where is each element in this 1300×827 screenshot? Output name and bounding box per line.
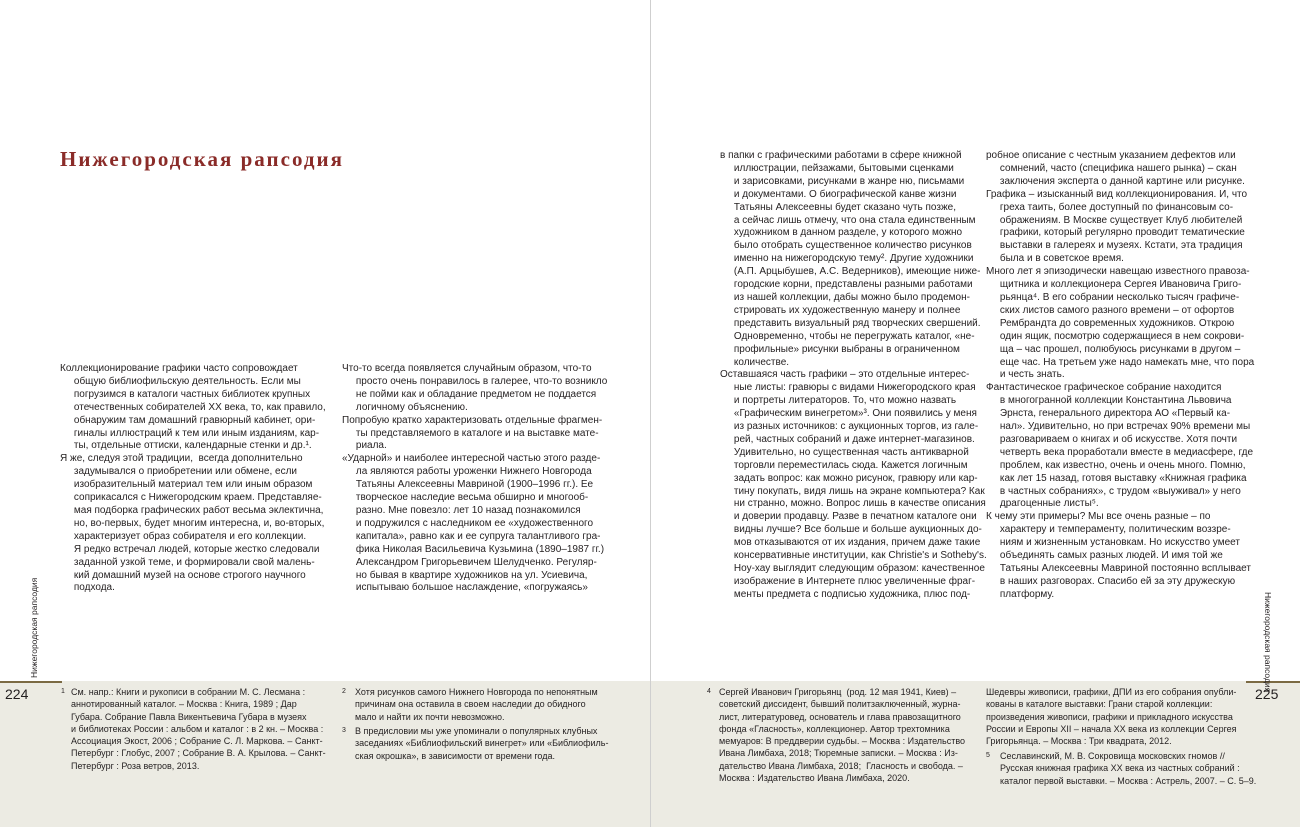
page-number-left: 224 bbox=[5, 686, 29, 702]
right-column-1: в папки с графическими работами в сфере книжной иллюстрации, пейзажами, бытовыми сценками и зарисовками, рисунками в жанре ню, письмами и документами. О биографической канве жизни Татьяны Алексеевны будет сказано чуть позже, а сейчас лишь отмечу, что она стала единственным художником в данном разделе, у которого можно было отобрать существенное количество рисунков именно на нижегородскую тему². Другие художники (А.П. Арцыбушев, А.С. Ведерников), имеющие ниже- городские корни, представлены разными работами из нашей коллекции, дабы можно было продемон- стрировать их художественную манеру и полнее представить визуальный ряд творческих свершений. Одновременно, чтобы не перегружать каталог, «не- профильные» рисунки выбраны в ограниченном количестве. Оставшаяся часть графики – это отдельные интерес- ные листы: гравюры с видами Нижегородского края и портреты литераторов. То, что можно назвать «Графическим винегретом»³. Они появились у меня из разных источников: с аукционных торгов, из гале- рей, частных собраний и даже интернет-магазинов. Удивительно, но существенная часть антикварной торговли переместилась сюда. Кажется логичным задать вопрос: как можно рисунок, гравюру или кар- тину покупать, видя лишь на экране компьютера? Как ни странно, можно. Вопрос лишь в качестве описания и доверии продавцу. Разве в печатном каталоге они видны лучше? Все больше и больше аукционных до- мов отказываются от их издания, причем даже такие консервативные институции, как Christie's и Sotheby's. Ноу-хау выглядит следующим образом: качественное изображение в Интернете плюс увеличенные фраг- менты предмета с подписью художника, плюс под- bbox=[720, 150, 987, 600]
footnote-text: Сергей Иванович Григорьянц (род. 12 мая 1941, Киев) – советский диссидент, бывший политзаключенный, журна- лист, литературовед, основатель и глава правозащитного фонда «Гласность», коллекционер. Автор трехтомника мемуаров: В преддверии судьбы. – Москва : Издательство Ивана Лимбаха, 2018; Тюремные записки. – Москва : Из- дательство Ивана Лимбаха, 2018; Гласность и свобода. – Москва : Издательство Ивана Лимбаха, 2020. bbox=[719, 687, 966, 784]
footnote-text: См. напр.: Книги и рукописи в собрании М. С. Лесмана : аннотированный каталог. – Москва : Книга, 1989 ; Дар Губара. Собрание Павла Викентьевича Губара в музеях и библиотеках России : альбом и каталог : в 2 кн. – Москва : Ассоциация Экост, 2006 ; Собрание С. Л. Маркова. – Санкт- Петербург : Глобус, 2007 ; Собрание В. А. Крылова. – Санкт- Петербург : Роза ветров, 2013. bbox=[71, 687, 326, 771]
footnote-number: 4 bbox=[707, 688, 711, 695]
footnote-text: Сеславинский, М. В. Сокровища московских гномов // Русская книжная графика XX века из частных собраний : каталог первой выставки. – Москва : Астрель, 2007. – С. 5–9. bbox=[1000, 751, 1257, 786]
footnote-number: 2 bbox=[342, 688, 346, 695]
footnote-number: 1 bbox=[61, 688, 65, 695]
page-number-right: 225 bbox=[1255, 686, 1279, 702]
running-head-right: Нижегородская рапсодия bbox=[1263, 592, 1273, 693]
footnote-text: В предисловии мы уже упоминали о популярных клубных заседаниях «Библиофильский винегрет» или «Библиофиль- ская окрошка», в зависимости от времени года. bbox=[355, 726, 609, 761]
folio-rule bbox=[1246, 681, 1300, 683]
footnote-number: 5 bbox=[986, 752, 990, 759]
chapter-title: Нижегородская рапсодия bbox=[60, 147, 344, 171]
folio-rule bbox=[0, 681, 62, 683]
right-column-2: робное описание с честным указанием дефектов или сомнений, часто (специфика нашего рынка) – скан заключения эксперта о данной картине или рисунке. Графика – изысканный вид коллекционирования. И, что греха таить, более доступный по финансовым со- ображениям. В Москве существует Клуб любителей графики, который регулярно проводит тематические выставки в галереях и музеях. Кстати, эта традиция была и в советское время. Много лет я эпизодически навещаю известного правоза- щитника и коллекционера Сергея Ивановича Григо- рьянца⁴. В его собрании несколько тысяч графиче- ских листов самого разного времени – от офортов Рембрандта до современных художников. Открою один ящик, посмотрю содержащиеся в нем сокрови- ща – час прошел, полюбуюсь рисунками в другом – еще час. На третьем уже надо намекать мне, что пора и честь знать. Фантастическое графическое собрание находится в многогранной коллекции Константина Львовича Эрнста, генерального директора АО «Первый ка- нал». Удивительно, но при встречах 90% времени мы разговариваем о книгах и об искусстве. Хотя почти четверть века проработали вместе в медиасфере, где проблем, как известно, очень и очень много. Помню, как лет 15 назад, готовя выставку «Книжная графика в частных собраниях», с трудом «выуживал» у него драгоценные листы⁵. К чему эти примеры? Мы все очень разные – по характеру и темпераменту, политическим воззре- ниям и жизненным установкам. Но искусство умеет объединять самых разных людей. И имя той же Татьяны Алексеевны Мавриной постоянно всплывает в наших разговорах. Спасибо ей за эту дружескую платформу. bbox=[986, 150, 1255, 600]
footnote-number: 3 bbox=[342, 727, 346, 734]
left-column-2: Что-то всегда появляется случайным образом, что-то просто очень понравилось в галерее, что-то возникло не пойми как и обладание предметом не поддается логичному объяснению. Попробую кратко характеризовать отдельные фрагмен- ты представляемого в каталоге и на выставке мате- риала. «Ударной» и наиболее интересной частью этого разде- ла являются работы уроженки Нижнего Новгорода Татьяны Алексеевны Мавриной (1900–1996 гг.). Ее творческое наследие весьма обширно и многооб- разно. Мне повезло: лет 10 назад познакомился и подружился с наследником ее «художественного капитала», равно как и ее супруга талантливого гра- фика Николая Васильевича Кузьмина (1890–1987 гг.) Александром Григорьевичем Шелудченко. Регуляр- но бывая в квартире художников на ул. Усиевича, испытываю большое наслаждение, «погружаясь» bbox=[342, 363, 608, 594]
right-page bbox=[651, 0, 1300, 827]
footnote-text: Шедевры живописи, графики, ДПИ из его собрания опубли- кованы в каталоге выставки: Грани старой коллекции: произведения живописи, графики и прикладного искусства России и Европы XII – начала XX века из коллекции Сергея Григорьянца. – Москва : Три квадрата, 2012. bbox=[986, 687, 1237, 747]
running-head-left: Нижегородская рапсодия bbox=[29, 577, 39, 678]
footnote-text: Хотя рисунков самого Нижнего Новгорода по непонятным причинам она оставила в своем наследии до обидного мало и найти их почти невозможно. bbox=[355, 687, 598, 722]
left-column-1: Коллекционирование графики часто сопровождает общую библиофильскую деятельность. Если мы погрузимся в каталоги частных библиотек крупных отечественных собирателей XX века, то, как правило, обнаружим там домашний гравюрный кабинет, ори- гиналы иллюстраций к тем или иным изданиям, кар- ты, отдельные оттиски, календарные стенки и др.¹. Я же, следуя этой традиции, всегда дополнительно задумывался о приобретении или обмене, если изобразительный материал тем или иным образом соприкасался с Нижегородским краем. Представляе- мая подборка графических работ весьма эклектична, но, во-первых, будет многим интересна, и, во-вторых, характеризует образ собирателя и его коллекции. Я редко встречал людей, которые жестко следовали заданной узкой теме, и формировали свой малень- кий домашний музей на основе строгого научного подхода. bbox=[60, 363, 326, 594]
